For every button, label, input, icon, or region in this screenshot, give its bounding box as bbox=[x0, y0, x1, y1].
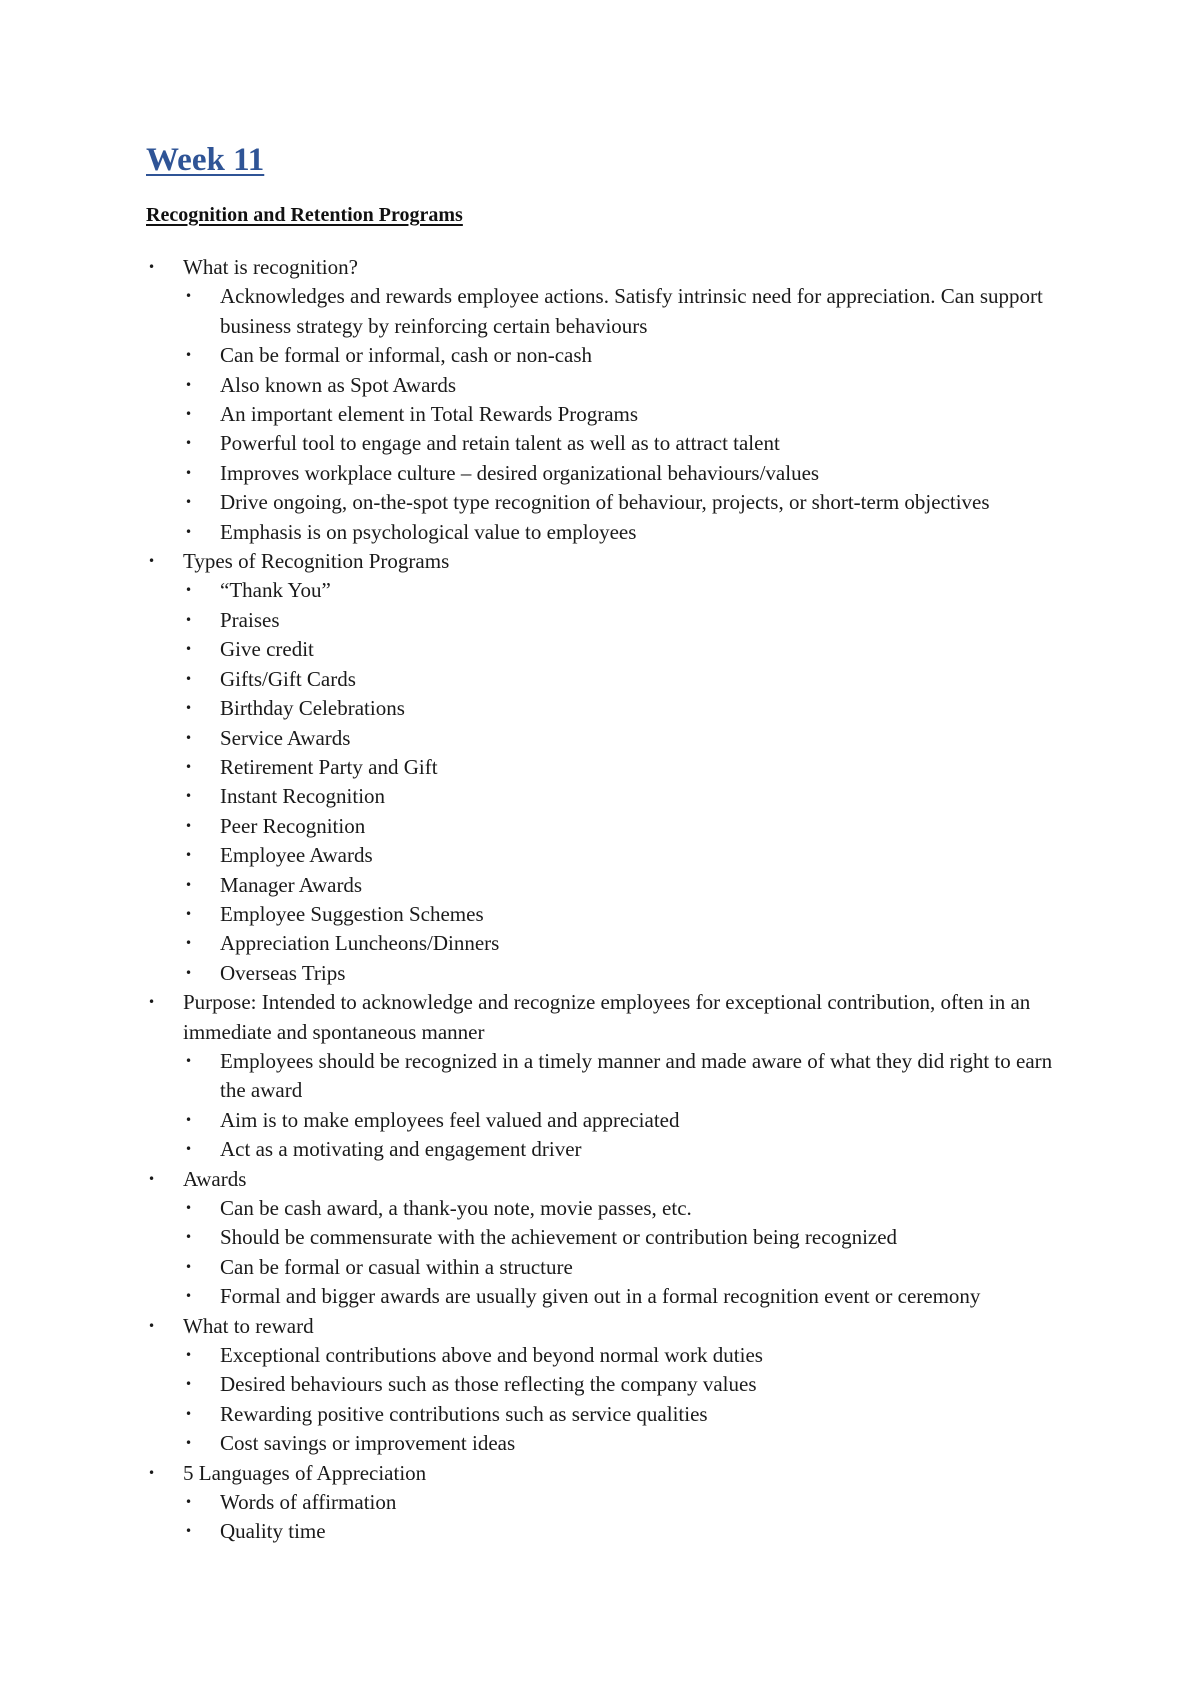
bullet-icon: • bbox=[185, 1201, 193, 1215]
list-item bbox=[183, 400, 1076, 429]
sub-list bbox=[183, 1194, 1076, 1312]
bullet-icon: • bbox=[185, 701, 193, 716]
bullet-icon: • bbox=[185, 906, 193, 921]
bullet-icon: • bbox=[185, 289, 193, 304]
bullet-icon: • bbox=[185, 495, 193, 510]
list-item bbox=[183, 459, 1076, 488]
list-item bbox=[183, 871, 1076, 900]
bullet-icon: • bbox=[185, 1377, 193, 1392]
bullet-icon: • bbox=[185, 436, 193, 451]
bullet-icon: • bbox=[185, 1348, 193, 1363]
outline-heading: Purpose: Intended to acknowledge and recognize employees for exceptional contribution, often in an immediate and spontaneous manner bbox=[183, 990, 1031, 1044]
outline-item bbox=[146, 547, 1076, 988]
list-item-text: Instant Recognition bbox=[220, 784, 386, 809]
list-item bbox=[183, 429, 1076, 458]
list-item bbox=[183, 1135, 1076, 1164]
bullet-icon: • bbox=[148, 1171, 156, 1186]
list-item bbox=[183, 1400, 1076, 1429]
bullet-icon: • bbox=[185, 1436, 193, 1451]
bullet-icon: • bbox=[185, 583, 193, 598]
bullet-icon: • bbox=[185, 1230, 193, 1245]
list-item bbox=[183, 1341, 1076, 1370]
list-item-text: Desired behaviours such as those reflecting the company values bbox=[220, 1372, 757, 1397]
list-item bbox=[183, 1282, 1076, 1311]
list-item-text: An important element in Total Rewards Programs bbox=[220, 402, 639, 427]
list-item bbox=[183, 282, 1076, 341]
list-item bbox=[183, 782, 1076, 811]
list-item bbox=[183, 1488, 1076, 1517]
bullet-icon: • bbox=[185, 612, 193, 627]
outline-item bbox=[146, 1459, 1076, 1547]
list-item-text: Also known as Spot Awards bbox=[220, 372, 457, 397]
bullet-icon: • bbox=[185, 348, 193, 363]
outline-heading: What is recognition? bbox=[183, 255, 358, 279]
list-item-text: Quality time bbox=[220, 1519, 326, 1544]
outline-heading: Awards bbox=[183, 1166, 247, 1191]
list-item-text: Praises bbox=[220, 607, 280, 632]
list-item-text: Powerful tool to engage and retain talent as well as to attract talent bbox=[220, 431, 780, 456]
bullet-icon: • bbox=[148, 260, 156, 274]
list-item bbox=[183, 1194, 1076, 1223]
list-item-text: Improves workplace culture – desired organizational behaviours/values bbox=[220, 460, 820, 485]
outline-heading: 5 Languages of Appreciation bbox=[183, 1460, 427, 1485]
bullet-icon: • bbox=[185, 1259, 193, 1274]
outline-item bbox=[146, 988, 1076, 1164]
list-item bbox=[183, 841, 1076, 870]
list-item bbox=[183, 606, 1076, 635]
list-item-text: Exceptional contributions above and beyond normal work duties bbox=[220, 1343, 763, 1368]
bullet-icon: • bbox=[185, 407, 193, 422]
list-item bbox=[183, 341, 1076, 370]
list-item bbox=[183, 635, 1076, 664]
outline-heading: Types of Recognition Programs bbox=[183, 549, 450, 574]
outline-item bbox=[146, 1312, 1076, 1459]
list-item-text: Retirement Party and Gift bbox=[220, 754, 438, 779]
list-item-text: Drive ongoing, on-the-spot type recognition of behaviour, projects, or short-term objectives bbox=[220, 490, 990, 515]
list-item-text: Can be cash award, a thank-you note, movie passes, etc. bbox=[220, 1196, 692, 1220]
bullet-icon: • bbox=[185, 936, 193, 951]
sub-list bbox=[183, 282, 1076, 547]
bullet-icon: • bbox=[148, 554, 156, 569]
bullet-icon: • bbox=[185, 1289, 193, 1304]
bullet-icon: • bbox=[148, 1318, 156, 1333]
list-item bbox=[183, 518, 1076, 547]
bullet-icon: • bbox=[185, 1524, 193, 1539]
list-item-text: Employee Suggestion Schemes bbox=[220, 901, 484, 926]
list-item bbox=[183, 900, 1076, 929]
page-title: Week 11 bbox=[146, 142, 265, 178]
list-item-text: Employees should be recognized in a timely manner and made aware of what they did right to earn the award bbox=[220, 1048, 1053, 1103]
list-item-text: Rewarding positive contributions such as service qualities bbox=[220, 1401, 708, 1426]
list-item bbox=[183, 1429, 1076, 1458]
list-item bbox=[183, 694, 1076, 723]
outline-item bbox=[146, 253, 1076, 547]
list-item-text: Gifts/Gift Cards bbox=[220, 666, 356, 691]
list-item bbox=[183, 959, 1076, 988]
list-item bbox=[183, 1370, 1076, 1399]
outline-item bbox=[146, 1165, 1076, 1312]
list-item bbox=[183, 1106, 1076, 1135]
list-item bbox=[183, 371, 1076, 400]
bullet-icon: • bbox=[185, 1112, 193, 1127]
bullet-icon: • bbox=[185, 1495, 193, 1510]
list-item bbox=[183, 1253, 1076, 1282]
bullet-content bbox=[146, 253, 1076, 1547]
list-item-text: Peer Recognition bbox=[220, 813, 366, 838]
bullet-icon: • bbox=[185, 789, 193, 804]
bullet-icon: • bbox=[185, 730, 193, 745]
list-item-text: Aim is to make employees feel valued and appreciated bbox=[220, 1107, 680, 1132]
list-item bbox=[183, 753, 1076, 782]
outline-heading: What to reward bbox=[183, 1313, 314, 1338]
bullet-icon: • bbox=[185, 1053, 193, 1068]
sub-list bbox=[183, 1341, 1076, 1459]
list-item-text: Cost savings or improvement ideas bbox=[220, 1431, 516, 1456]
bullet-icon: • bbox=[185, 965, 193, 980]
sub-list bbox=[183, 576, 1076, 988]
list-item-text: Should be commensurate with the achievement or contribution being recognized bbox=[220, 1225, 898, 1250]
list-item bbox=[183, 1223, 1076, 1252]
list-item-text: Formal and bigger awards are usually given out in a formal recognition event or ceremony bbox=[220, 1284, 981, 1309]
list-item-text: Words of affirmation bbox=[220, 1490, 397, 1515]
bullet-icon: • bbox=[185, 818, 193, 833]
bullet-icon: • bbox=[185, 848, 193, 863]
list-item-text: Birthday Celebrations bbox=[220, 696, 405, 721]
list-item-text: Emphasis is on psychological value to employees bbox=[220, 519, 637, 544]
list-item-text: Give credit bbox=[220, 637, 314, 662]
list-item bbox=[183, 929, 1076, 958]
bullet-icon: • bbox=[185, 642, 193, 657]
list-item-text: Service Awards bbox=[220, 725, 351, 750]
list-item-text: Act as a motivating and engagement driver bbox=[220, 1137, 582, 1162]
list-item bbox=[183, 665, 1076, 694]
bullet-icon: • bbox=[185, 524, 193, 539]
list-item-text: Manager Awards bbox=[220, 872, 363, 897]
list-item bbox=[183, 812, 1076, 841]
bullet-icon: • bbox=[148, 1465, 156, 1480]
bullet-icon: • bbox=[185, 877, 193, 892]
list-item bbox=[183, 576, 1076, 605]
bullet-icon: • bbox=[185, 465, 193, 480]
bullet-icon: • bbox=[148, 995, 156, 1010]
list-item bbox=[183, 1047, 1076, 1106]
list-item bbox=[183, 488, 1076, 517]
list-item-text: Acknowledges and rewards employee actions. Satisfy intrinsic need for appreciation. Can support business strategy by reinforcing certain behaviours bbox=[220, 284, 1043, 338]
list-item-text: “Thank You” bbox=[220, 578, 331, 603]
bullet-icon: • bbox=[185, 1142, 193, 1157]
list-item bbox=[183, 724, 1076, 753]
bullet-icon: • bbox=[185, 759, 193, 774]
section-subtitle: Recognition and Retention Programs bbox=[146, 204, 463, 226]
bullet-icon: • bbox=[185, 671, 193, 686]
outline-list bbox=[146, 253, 1076, 1547]
list-item bbox=[183, 1517, 1076, 1546]
sub-list bbox=[183, 1488, 1076, 1547]
list-item-text: Appreciation Luncheons/Dinners bbox=[220, 931, 500, 956]
list-item-text: Overseas Trips bbox=[220, 960, 346, 985]
list-item-text: Can be formal or casual within a structure bbox=[220, 1254, 573, 1279]
list-item-text: Can be formal or informal, cash or non-cash bbox=[220, 343, 593, 368]
bullet-icon: • bbox=[185, 377, 193, 392]
sub-list bbox=[183, 1047, 1076, 1165]
list-item-text: Employee Awards bbox=[220, 843, 373, 868]
bullet-icon: • bbox=[185, 1406, 193, 1421]
